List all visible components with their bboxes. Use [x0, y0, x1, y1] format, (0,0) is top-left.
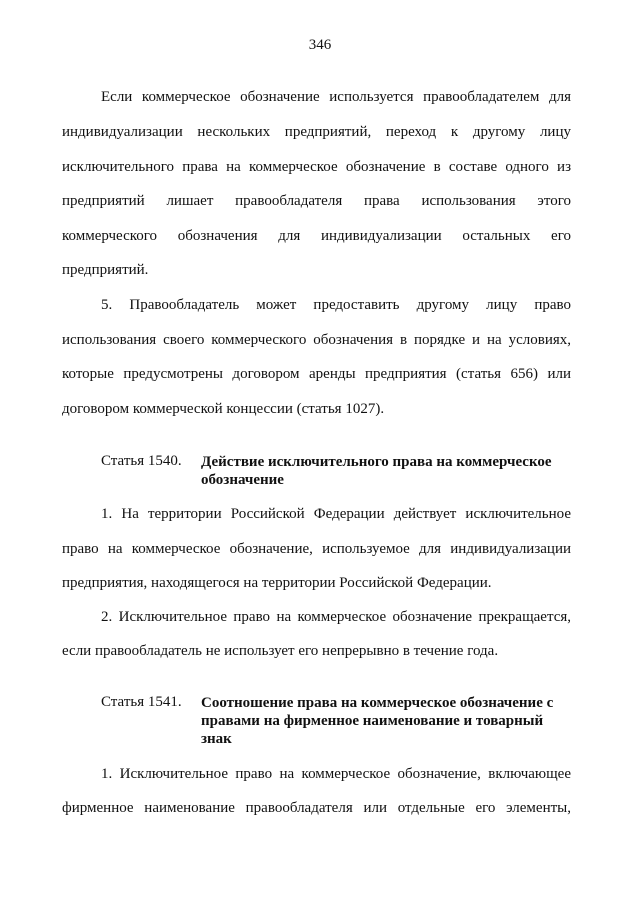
text-line: предприятия, находящегося на территории Российской Федерации.: [62, 575, 492, 591]
article-title-line: знак: [201, 731, 232, 747]
text-line: коммерческого обозначения для индивидуализации остальных его: [62, 228, 571, 244]
text-line: которые предусмотрены договором аренды предприятия (статья 656) или: [62, 366, 571, 382]
text-line: 1. На территории Российской Федерации действует исключительное: [101, 506, 571, 522]
text-line: 2. Исключительное право на коммерческое обозначение прекращается,: [101, 609, 571, 625]
text-line: индивидуализации нескольких предприятий, переход к другому лицу: [62, 124, 571, 140]
text-line: 1. Исключительное право на коммерческое обозначение, включающее: [101, 766, 571, 782]
article-number: Статья 1540.: [101, 453, 182, 469]
article-title-line: обозначение: [201, 472, 284, 488]
article-title-line: Действие исключительного права на коммерческое: [201, 454, 552, 470]
text-line: договором коммерческой концессии (статья 1027).: [62, 401, 385, 417]
text-line: право на коммерческое обозначение, используемое для индивидуализации: [62, 541, 571, 557]
text-line: предприятий лишает правообладателя права использования этого: [62, 193, 571, 209]
text-line: предприятий.: [62, 262, 149, 278]
page-number: 346: [308, 37, 332, 53]
article-number: Статья 1541.: [101, 694, 182, 710]
article-title: [201, 694, 571, 748]
article-title-line: правами на фирменное наименование и товарный: [201, 713, 544, 729]
text-line: фирменное наименование правообладателя или отдельные его элементы,: [62, 800, 571, 816]
article-title-line: Соотношение права на коммерческое обозначение с: [201, 695, 554, 711]
text-line: если правообладатель не использует его непрерывно в течение года.: [62, 643, 499, 659]
text-line: Если коммерческое обозначение используется правообладателем для: [101, 89, 571, 105]
text-line: использования своего коммерческого обозначения в порядке и на условиях,: [62, 332, 571, 348]
article-title: [201, 453, 571, 489]
text-line: 5. Правообладатель может предоставить другому лицу право: [101, 297, 571, 313]
text-line: исключительного права на коммерческое обозначение в составе одного из: [62, 159, 571, 175]
